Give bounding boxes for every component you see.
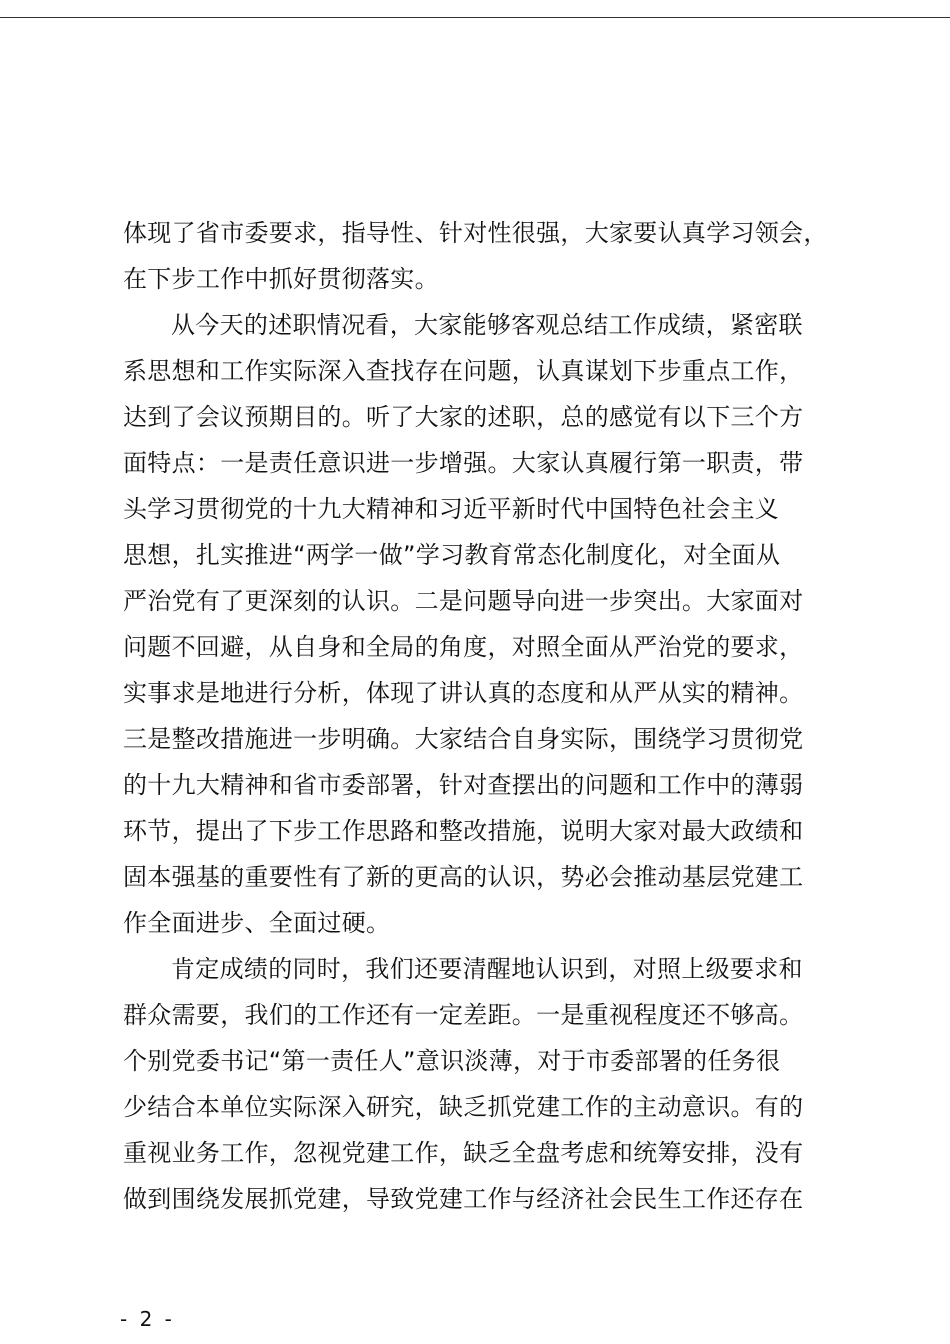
paragraph-start-line: 肯定成绩的同时，我们还要清醒地认识到，对照上级要求和: [171, 955, 803, 983]
page-number: - 2 -: [120, 1307, 175, 1331]
text-line: 头学习贯彻党的十九大精神和习近平新时代中国特色社会主义: [123, 495, 780, 523]
text-line: 实事求是地进行分析，体现了讲认真的态度和从严从实的精神。: [123, 679, 804, 707]
header-rule: [0, 17, 950, 18]
text-line: 的十九大精神和省市委部署，针对查摆出的问题和工作中的薄弱: [123, 771, 804, 799]
text-line: 问题不回避，从自身和全局的角度，对照全面从严治党的要求，: [123, 633, 804, 661]
text-line: 面特点：一是责任意识进一步增强。大家认真履行第一职责，带: [123, 449, 804, 477]
text-line: 系思想和工作实际深入查找存在问题，认真谋划下步重点工作，: [123, 357, 804, 385]
text-line: 在下步工作中抓好贯彻落实。: [123, 265, 439, 293]
text-line: 作全面进步、全面过硬。: [123, 909, 391, 937]
text-line: 重视业务工作，忽视党建工作，缺乏全盘考虑和统筹安排，没有: [123, 1139, 804, 1167]
text-line: 做到围绕发展抓党建，导致党建工作与经济社会民生工作还存在: [123, 1185, 804, 1213]
paragraph-start-line: 从今天的述职情况看，大家能够客观总结工作成绩，紧密联: [171, 311, 803, 339]
text-line: 三是整改措施进一步明确。大家结合自身实际，围绕学习贯彻党: [123, 725, 804, 753]
text-line: 环节，提出了下步工作思路和整改措施，说明大家对最大政绩和: [123, 817, 804, 845]
text-line: 群众需要，我们的工作还有一定差距。一是重视程度还不够高。: [123, 1001, 804, 1029]
text-line: 严治党有了更深刻的认识。二是问题导向进一步突出。大家面对: [123, 587, 804, 615]
text-line: 少结合本单位实际深入研究，缺乏抓党建工作的主动意识。有的: [123, 1093, 804, 1121]
text-line: 个别党委书记“第一责任人”意识淡薄，对于市委部署的任务很: [123, 1047, 781, 1075]
text-line: 达到了会议预期目的。听了大家的述职，总的感觉有以下三个方: [123, 403, 804, 431]
text-line: 体现了省市委要求，指导性、针对性很强，大家要认真学习领会，: [123, 219, 828, 247]
text-line: 思想，扎实推进“两学一做”学习教育常态化制度化，对全面从: [123, 541, 781, 569]
text-line: 固本强基的重要性有了新的更高的认识，势必会推动基层党建工: [123, 863, 804, 891]
